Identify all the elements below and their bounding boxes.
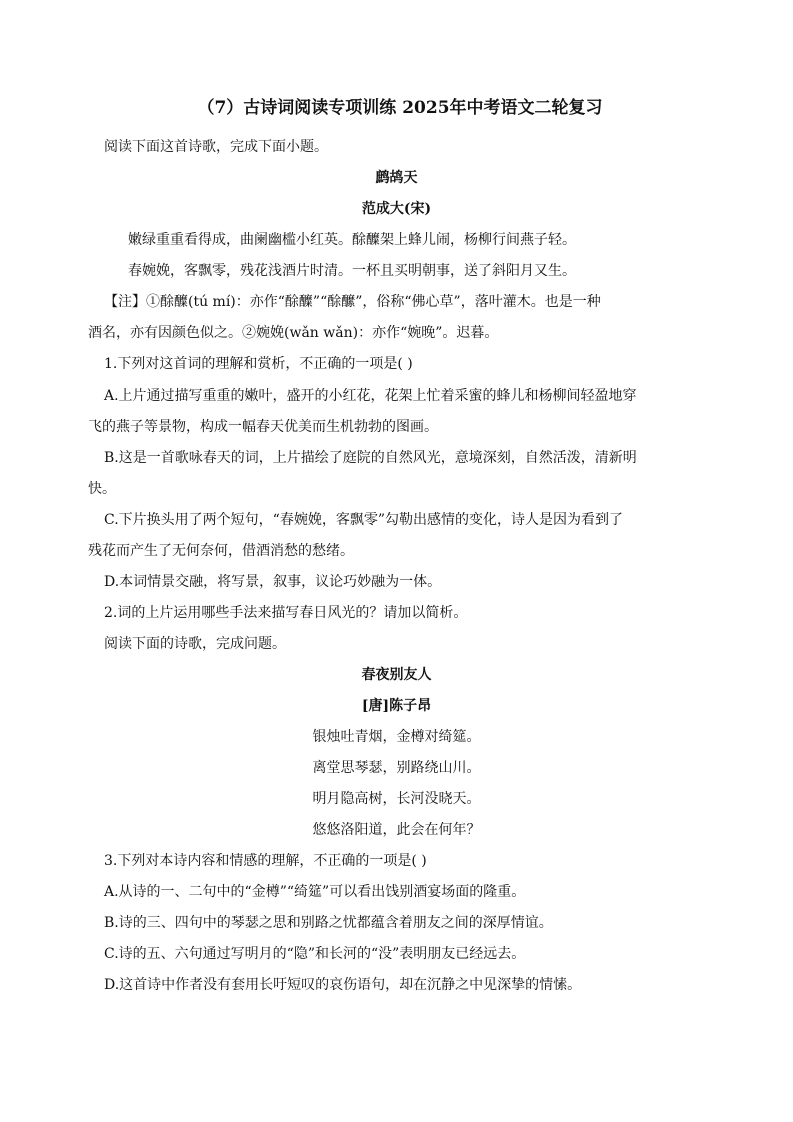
q1-option-a-line-1: A.上片通过描写重重的嫩叶，盛开的小红花，花架上忙着采蜜的蜂儿和杨柳间轻盈地穿 xyxy=(104,388,637,404)
q3-option-d: D.这首诗中作者没有套用长吁短叹的哀伤语句，却在沉静之中见深挚的情愫。 xyxy=(104,977,582,993)
q3-option-c: C.诗的五、六句通过写明月的“隐”和长河的“没”表明朋友已经远去。 xyxy=(104,946,526,962)
q3-option-b: B.诗的三、四句中的琴瑟之思和别路之忧都蕴含着朋友之间的深厚情谊。 xyxy=(104,915,553,931)
poem1-title: 鹧鸪天 xyxy=(375,170,418,186)
question-2: 2.词的上片运用哪些手法来描写春日风光的？请加以简析。 xyxy=(104,605,468,621)
q1-option-c-line-2: 残花而产生了无何奈何，借酒消愁的愁绪。 xyxy=(88,543,354,559)
instruction-1: 阅读下面这首诗歌，完成下面小题。 xyxy=(104,139,328,155)
poem2-line-3: 明月隐高树，长河没晓天。 xyxy=(312,791,481,807)
poem2-line-2: 离堂思琴瑟，别路绕山川。 xyxy=(312,760,481,776)
poem1-line-2: 春婉娩，客飘零，残花浅酒片时清。一杯且买明朝事，送了斜阳月又生。 xyxy=(128,263,576,279)
q3-option-a: A.从诗的一、二句中的“金樽”“绮筵”可以看出饯别酒宴场面的隆重。 xyxy=(104,884,526,900)
poem1-line-1: 嫩绿重重看得成，曲阑幽槛小红英。酴醾架上蜂儿闹，杨柳行间燕子轻。 xyxy=(128,232,576,248)
instruction-2: 阅读下面的诗歌，完成问题。 xyxy=(104,636,286,652)
poem2-author: [唐]陈子昂 xyxy=(361,698,432,714)
page-title: （7）古诗词阅读专项训练 2025年中考语文二轮复习 xyxy=(197,98,603,118)
q1-option-a-line-2: 飞的燕子等景物，构成一幅春天优美而生机勃勃的图画。 xyxy=(88,419,438,435)
q1-option-b-line-2: 快。 xyxy=(88,481,116,497)
poem1-author: 范成大(宋) xyxy=(361,201,432,217)
q1-option-c-line-1: C.下片换头用了两个短句，“春婉娩，客飘零”勾勒出感情的变化，诗人是因为看到了 xyxy=(104,512,623,528)
poem2-title: 春夜别友人 xyxy=(361,667,432,683)
q1-option-d: D.本词情景交融，将写景，叙事，议论巧妙融为一体。 xyxy=(104,574,442,590)
poem2-line-4: 悠悠洛阳道，此会在何年？ xyxy=(312,822,481,838)
question-3-stem: 3.下列对本诗内容和情感的理解，不正确的一项是( ) xyxy=(104,853,427,869)
note-line-1: 【注】①酴醾(tú mí)：亦作“酴醾”“酴醿”，俗称“佛心草”，落叶灌木。也是一种 xyxy=(104,294,601,310)
question-1-stem: 1.下列对这首词的理解和赏析，不正确的一项是( ) xyxy=(104,356,413,372)
note-line-2: 酒名，亦有因颜色似之。②婉娩(wǎn wǎn)：亦作“婉晚”。迟暮。 xyxy=(88,325,499,341)
q1-option-b-line-1: B.这是一首歌咏春天的词，上片描绘了庭院的自然风光，意境深刻，自然活泼，清新明 xyxy=(104,450,637,466)
poem2-line-1: 银烛吐青烟，金樽对绮筵。 xyxy=(312,729,481,745)
